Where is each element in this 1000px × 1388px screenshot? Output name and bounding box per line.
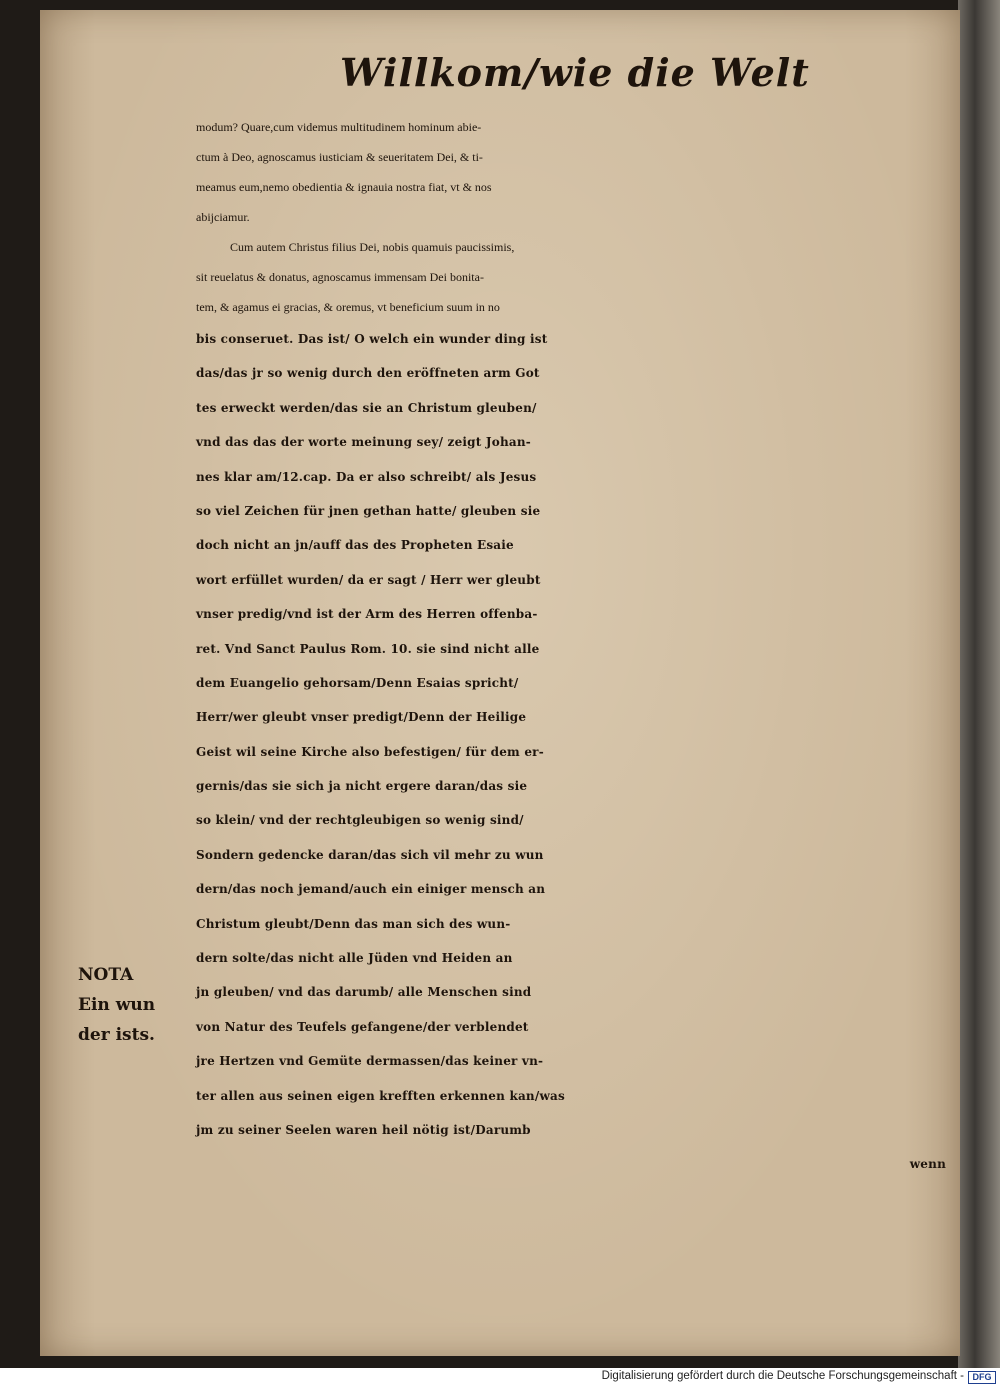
latin-line: ctum à Deo, agnoscamus iusticiam & seueritatem Dei, & ti- (196, 150, 483, 164)
latin-line: modum? Quare,cum videmus multitudinem hominum abie- (196, 120, 482, 134)
german-line: gernis/das sie sich ja nicht ergere daran/das sie (196, 779, 528, 794)
german-line: von Natur des Teufels gefangene/der verblendet (196, 1019, 529, 1034)
german-line: so viel Zeichen für jnen gethan hatte/ gleuben sie (196, 503, 541, 518)
margin-note (78, 960, 188, 1050)
german-line: dem Euangelio gehorsam/Denn Esaias spricht/ (196, 675, 519, 690)
german-line: Geist wil seine Kirche also befestigen/ für dem er- (196, 744, 544, 759)
german-line: Sondern gedencke daran/das sich vil mehr zu wun (196, 847, 544, 862)
german-line: dern/das noch jemand/auch ein einiger mensch an (196, 882, 546, 897)
dfg-logo: DFG (968, 1371, 996, 1384)
running-head: Willkom/wie die Welt (340, 50, 810, 95)
german-line: wort erfüllet wurden/ da er sagt / Herr wer gleubt (196, 572, 541, 587)
latin-line: sit reuelatus & donatus, agnoscamus immensam Dei bonita- (196, 270, 484, 284)
german-line: jn gleuben/ vnd das darumb/ alle Menschen sind (196, 985, 532, 1000)
margin-note-line: Ein wun (78, 995, 156, 1015)
latin-line: Cum autem Christus filius Dei, nobis quamuis paucissimis, (230, 240, 515, 254)
digitization-footer (0, 1368, 1000, 1388)
german-line: das/das jr so wenig durch den eröffneten arm Got (196, 366, 540, 381)
german-line: ret. Vnd Sanct Paulus Rom. 10. sie sind nicht alle (196, 641, 540, 656)
german-line: vnd das das der worte meinung sey/ zeigt Johan- (196, 435, 531, 450)
german-line: so klein/ vnd der rechtgleubigen so wenig sind/ (196, 813, 524, 828)
footer-credit: Digitalisierung gefördert durch die Deutsche Forschungsgemeinschaft - (601, 1370, 964, 1382)
german-line: tes erweckt werden/das sie an Christum gleuben/ (196, 400, 537, 415)
margin-note-line: der ists. (78, 1025, 155, 1045)
margin-note-line: NOTA (78, 965, 134, 985)
latin-line: abijciamur. (196, 210, 250, 224)
german-line: jre Hertzen vnd Gemüte dermassen/das keiner vn- (196, 1054, 544, 1069)
german-line: doch nicht an jn/auff das des Propheten Esaie (196, 538, 514, 553)
german-line: ter allen aus seinen eigen krefften erkennen kan/was (196, 1088, 565, 1103)
german-line: vnser predig/vnd ist der Arm des Herren offenba- (196, 607, 538, 622)
german-line: bis conseruet. Das ist/ O welch ein wunder ding ist (196, 332, 548, 346)
german-line: dern solte/das nicht alle Jüden vnd Heiden an (196, 951, 513, 966)
german-line: Christum gleubt/Denn das man sich des wun- (196, 916, 511, 931)
latin-line: tem, & agamus ei gracias, & oremus, vt beneficium suum in no (196, 300, 500, 314)
german-line: Herr/wer gleubt vnser predigt/Denn der Heilige (196, 710, 527, 725)
catchword: wenn (909, 1157, 946, 1172)
latin-line: meamus eum,nemo obedientia & ignauia nostra fiat, vt & nos (196, 180, 492, 194)
german-line: jm zu seiner Seelen waren heil nötig ist/Darumb (196, 1122, 531, 1137)
body-text (196, 112, 966, 1182)
german-line: nes klar am/12.cap. Da er also schreibt/ als Jesus (196, 469, 537, 484)
